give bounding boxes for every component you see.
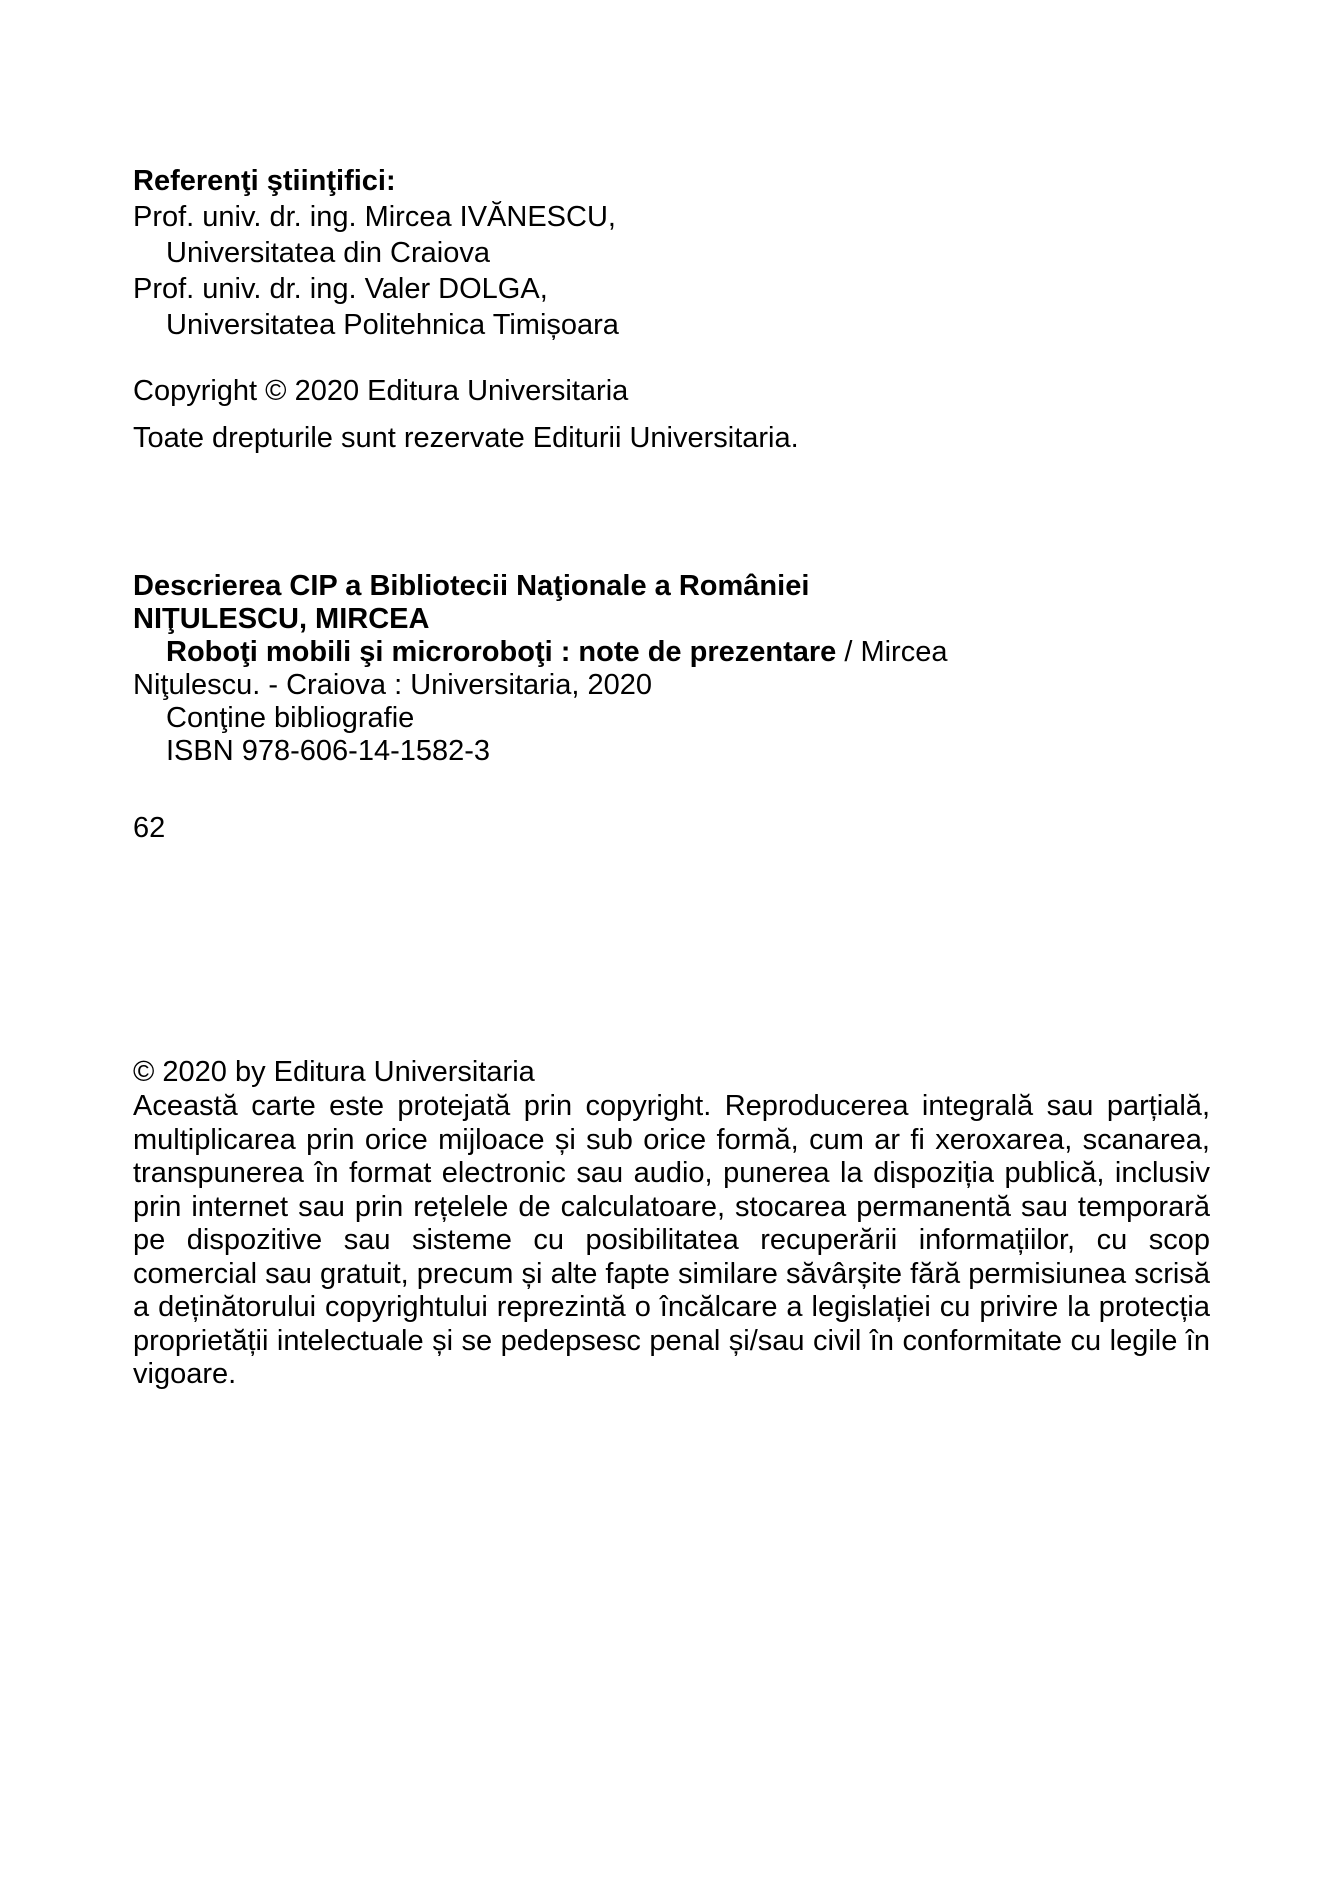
referees-heading: Referenţi ştiinţifici:: [133, 165, 396, 197]
cip-heading: Descrierea CIP a Bibliotecii Naţionale a României: [133, 570, 810, 602]
cip-title-line: [133, 636, 1209, 669]
referee-affiliation: Universitatea Politehnica Timișoara: [166, 309, 619, 341]
copyright-section: [133, 373, 1209, 456]
legal-notice-section: [133, 1054, 1209, 1392]
notice-heading: © 2020 by Editura Universitaria: [133, 1056, 535, 1088]
cip-title-rest: / Mircea: [836, 636, 948, 668]
referee-name: Prof. univ. dr. ing. Mircea IVĂNESCU,: [133, 201, 616, 233]
referee-name: Prof. univ. dr. ing. Valer DOLGA,: [133, 273, 548, 305]
notice-body: Această carte este protejată prin copyright. Reproducerea integrală sau parțială, multiplicarea prin orice mijloace și sub orice formă, cum ar fi xeroxarea, scanarea, transpunerea în format electronic sau audio, punerea la dispoziția publică, inclusiv prin internet sau prin rețelele de calculatoare, stocarea permanentă sau temporară pe dispozitive sau sisteme cu posibilitatea recuperării informațiilor, cu scop comercial sau gratuit, precum și alte fapte similare săvârșite fără permisiunea scrisă a deținătorului copyrightului reprezintă o încălcare a legislației cu privire la protecția proprietății intelectuale și se pedepsesc penal și/sau civil în conformitate cu legile în vigoare.: [133, 1090, 1210, 1390]
referee-entry: [133, 271, 1209, 343]
referee-entry: [133, 199, 1209, 271]
udc-classification: 62: [133, 812, 166, 844]
cip-title-bold: Roboţi mobili şi microroboţi : note de prezentare: [166, 636, 837, 668]
cip-section: [133, 570, 1209, 768]
cip-bibliography-line: Conţine bibliografie: [166, 702, 415, 734]
referees-section: [133, 163, 1209, 343]
copyright-line: Copyright © 2020 Editura Universitaria: [133, 375, 629, 407]
rights-reserved-line: Toate drepturile sunt rezervate Editurii Universitaria.: [133, 422, 799, 454]
referee-affiliation: Universitatea din Craiova: [166, 237, 490, 269]
cip-publisher-line: Niţulescu. - Craiova : Universitaria, 2020: [133, 669, 652, 701]
cip-author: NIŢULESCU, MIRCEA: [133, 603, 430, 635]
cip-isbn-line: ISBN 978-606-14-1582-3: [166, 735, 491, 767]
